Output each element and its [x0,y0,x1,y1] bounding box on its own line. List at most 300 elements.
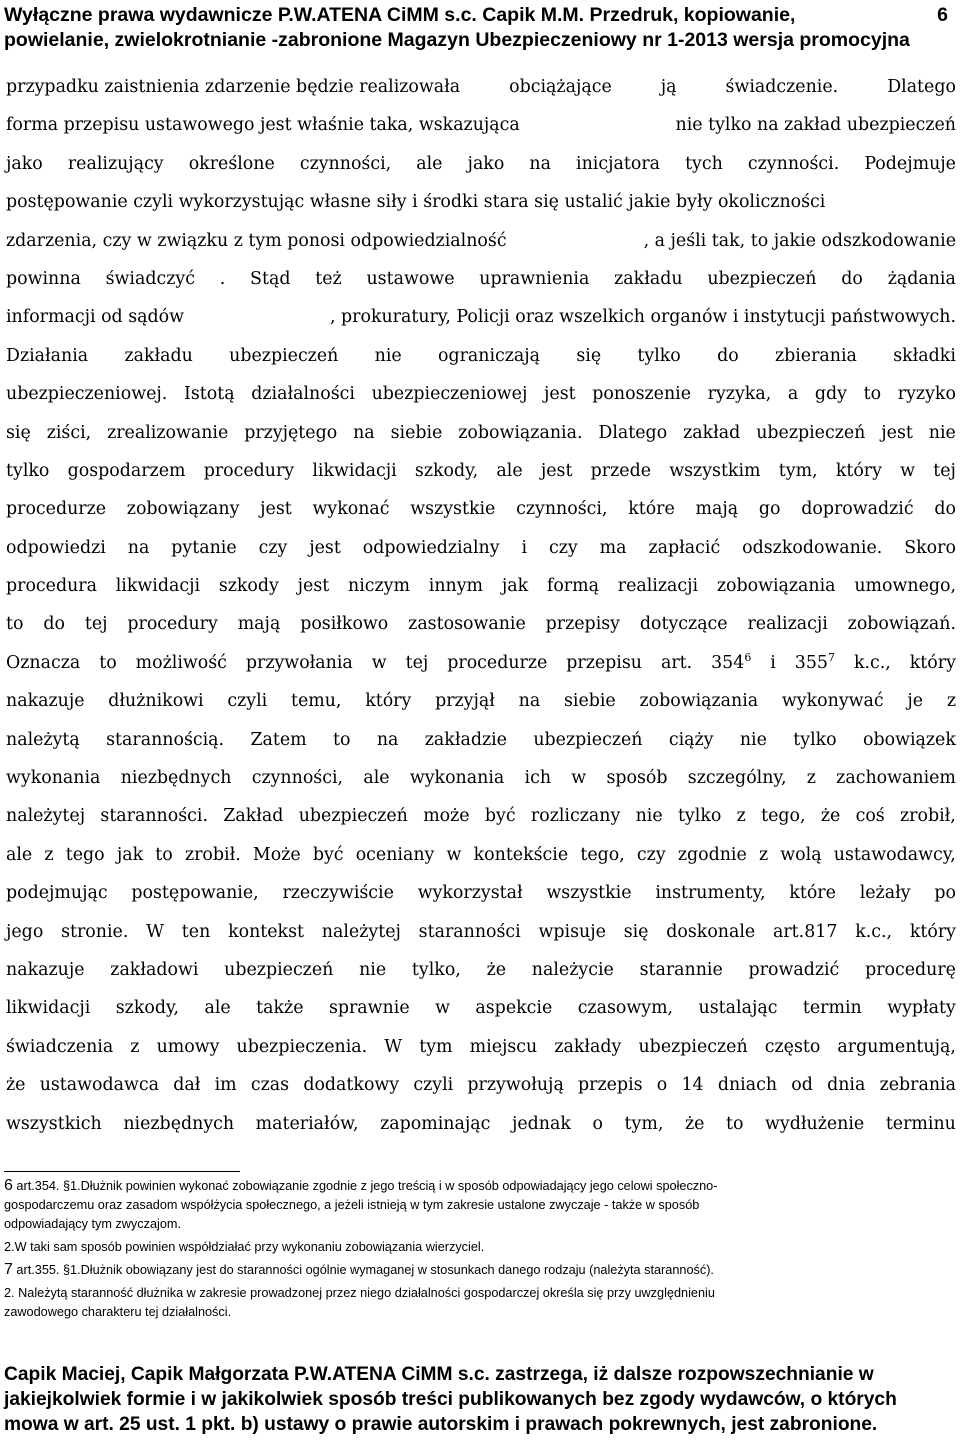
body-word: z [758,844,769,865]
body-word: leżały [859,883,911,904]
body-word: prowadzić [748,959,840,980]
body-word: należytą [6,729,80,750]
body-word: ustalając [698,998,778,1019]
body-word: coś [855,806,885,827]
body-word: procedury [203,460,295,481]
body-word: przepisy [545,614,620,635]
body-word: obowiązek [863,729,956,750]
body-word: ten [181,921,211,942]
footnote-7-text-1: art.355. §1.Dłużnik obowiązany jest do staranności ogólnie wymaganej w stosunkach danego rodzaju (należyta staranność). [12,1263,714,1277]
body-word: ale [416,153,443,174]
body-word: jest [260,499,292,520]
body-line [6,490,956,528]
body-word: ciąży [668,729,714,750]
body-word: likwidacji [312,460,397,481]
body-word: na [518,691,541,712]
body-word: w [900,460,916,481]
body-line [6,337,956,375]
body-word: wypłaty [887,998,956,1019]
body-word: to [99,652,117,673]
body-word: przede [590,460,651,481]
body-word: informacji od sądów [6,307,184,328]
body-word: W [384,1036,403,1057]
body-word: mają [695,499,739,520]
body-word: dotyczące [639,614,728,635]
body-word: tylko, [411,959,461,980]
body-word: ustawodawcy, [833,844,956,865]
page-number: 6 [937,4,948,26]
body-word: kontekście [473,844,569,865]
body-word: przywołania [245,652,353,673]
body-word: W [146,921,165,942]
body-word: zrobił, [900,806,956,827]
body-word: czynności, [299,153,392,174]
body-word: że [684,1113,705,1134]
body-line [6,989,956,1027]
body-word: zakłady [554,1036,622,1057]
body-word: szczególny, [687,768,787,789]
body-word: oceniany [355,844,435,865]
body-word: zbierania [774,345,857,366]
body-word: nie [359,959,387,980]
body-word: przyjętego [244,422,338,443]
footnote-7-line-3: zawodowego charakteru tej działalności. [4,1305,232,1319]
body-word: zobowiązania. [458,422,583,443]
body-word: nie [635,806,663,827]
body-word: należytej [6,806,86,827]
body-word: ubezpieczeń [298,806,408,827]
footnote-reference: 7 [827,651,835,665]
body-word: zgodnie [677,844,747,865]
body-word: i [521,537,528,558]
body-word: przyjął [435,691,495,712]
body-word: często [764,1036,821,1057]
body-word: tej [84,614,108,635]
body-word: o [656,1075,668,1096]
body-word: świadczenie. [725,77,839,97]
body-word: innym [428,576,484,597]
body-word: w [371,652,387,673]
body-line [6,567,956,605]
body-word: z [806,768,816,789]
body-word: staranności. [100,806,208,827]
body-word: sposób [606,768,668,789]
body-word: podejmując [6,883,108,904]
body-word: pytanie [171,537,237,558]
body-word: nakazuje [6,691,85,712]
body-word: przywołują [467,1075,564,1096]
body-word: z [946,691,956,712]
body-word: zobowiązań. [847,614,956,635]
body-word: . [219,268,226,289]
body-word: wykonać [312,499,390,520]
body-word: o [592,1113,603,1134]
body-word: tej [933,460,956,481]
body-word: to [333,729,351,750]
body-word: aspekcie [475,998,553,1019]
body-line [6,874,956,912]
footnote-6-line-3: odpowiadający tym zwyczajom. [4,1217,181,1231]
body-word: na [127,537,150,558]
body-line [6,222,956,260]
body-word: ale [6,844,33,865]
body-word: k.c., [855,921,893,942]
footnote-6-line-2: gospodarczemu oraz zasadom współżycia społecznego, a jeżeli istnieją w tym zakresie ustalone zwyczaje - także w sposób [4,1198,700,1212]
body-word: dłużnikowi [108,691,204,712]
body-word: jest [540,460,573,481]
body-word: tym [419,1036,453,1057]
body-line [6,1028,956,1066]
body-word: tylko [677,806,722,827]
body-line [6,951,956,989]
body-word: Podejmuje [864,153,956,174]
body-word: materiałów, [255,1113,359,1134]
body-word: wolą [780,844,822,865]
body-word: należytej [321,921,401,942]
body-line [6,529,956,567]
body-word: to [155,844,173,865]
footnote-7-mark: 7 [4,1261,13,1278]
body-word: Zakład [223,806,284,827]
body-word: nie [739,729,767,750]
body-word: dniach [717,1075,778,1096]
body-line [6,1066,956,1104]
body-line [6,298,956,336]
footnote-7-line-1 [4,1261,954,1279]
body-word: kontekst [228,921,305,942]
body-word: realizacji [747,614,828,635]
body-word: zobowiązania [716,576,836,597]
body-word: na [353,422,375,443]
body-word: ubezpieczeń [229,345,339,366]
body-word: wydłużenie [765,1113,865,1134]
body-word: ubezpieczeń [707,268,817,289]
body-word: zobowiązania [639,691,759,712]
body-word: procedurze [447,652,548,673]
body-word: to [725,1113,744,1134]
body-word: zebrania [879,1075,956,1096]
body-word: z [44,844,54,865]
body-word: wykonania [6,768,101,789]
body-word: ją [660,77,677,97]
footnote-6-mark: 6 [4,1177,13,1194]
body-word: z [736,806,746,827]
body-word: Zatem [250,729,307,750]
body-line [6,913,956,951]
body-word: procedurę [865,959,956,980]
body-word: zakładowi [110,959,199,980]
body-word: inicjatora [576,153,660,174]
body-word: do [43,614,65,635]
body-line [6,414,956,452]
body-word: do [841,268,863,289]
footnote-6-line-4: 2.W taki sam sposób powinien współdziałać przy wykonaniu zobowiązania wierzyciel. [4,1240,485,1254]
footnote-7-line-2: 2. Należytą staranność dłużnika w zakresie prowadzonej przez niego działalności gospodarczej określa się przy uwzględnieniu [4,1286,715,1300]
body-word: szkody, [414,460,479,481]
body-word: w [446,844,462,865]
body-word: gospodarzem [67,460,186,481]
body-word: procedura [6,576,97,597]
body-word: starannie [639,959,723,980]
body-word: że [820,806,841,827]
body-word: go [758,499,781,520]
body-word: ustawowe [366,268,455,289]
body-word: zakładu [614,268,683,289]
body-word: ubezpieczenia. [236,1036,368,1057]
body-word: który [909,921,956,942]
body-word: nie [928,422,956,443]
body-word: Istotą [183,384,235,405]
body-word: czyli [227,691,268,712]
body-word: się [6,422,31,443]
body-word: realizacji [617,576,699,597]
body-word: ustawodawca [39,1075,160,1096]
body-word: na [529,153,551,174]
body-word: procedurze [6,499,107,520]
body-word: starannością. [106,729,225,750]
body-word: tym, [624,1113,664,1134]
body-word: umownego, [854,576,956,597]
body-word: jak [116,844,144,865]
body-word: , a jeśli tak, to jakie odszkodowanie [643,230,956,251]
body-word: czy [549,537,578,558]
body-word: do [934,499,956,520]
body-word: od [791,1075,813,1096]
body-word: terminu [885,1113,956,1134]
body-word: w [571,768,587,789]
body-word: tylko [6,460,50,481]
body-word: stronie. [61,921,129,942]
body-word: czynności, [516,499,608,520]
body-word: siebie [390,422,443,443]
body-text [6,68,956,1143]
body-word: a [787,384,799,405]
body-word: termin [802,998,862,1019]
body-word: nie [374,345,402,366]
body-word: zdarzenia, czy w związku z tym ponosi odpowiedzialność [6,230,507,251]
body-line [6,1105,956,1143]
body-word: siebie [563,691,616,712]
body-word: i [770,652,776,673]
body-word: zachowaniem [836,768,956,789]
body-word: czy [636,844,666,865]
body-word: miejscu [469,1036,538,1057]
body-word: ma [599,537,627,558]
body-word: czasowym, [577,998,674,1019]
header-copyright-line-1: Wyłączne prawa wydawnicze P.W.ATENA CiMM s.c. Capik M.M. Przedruk, kopiowanie, [4,4,796,26]
body-word: wszystkim [669,460,761,481]
body-word: zastosowanie [408,614,526,635]
body-word: ubezpieczeń [224,959,334,980]
body-word: odszkodowanie. [742,537,883,558]
body-word: rzeczywiście [282,883,394,904]
body-word: likwidacji [6,998,91,1019]
body-word: jako [6,153,43,174]
body-word: odpowiedzi [6,537,106,558]
body-word: wpisuje [538,921,606,942]
body-word: się [576,345,602,366]
body-word: wszystkie [410,499,496,520]
footer-notice-line-3: mowa w art. 25 ust. 1 pkt. b) ustawy o prawie autorskim i prawach pokrewnych, jest zabronione. [4,1414,878,1435]
body-word: jako [467,153,505,174]
body-word: które [628,499,675,520]
body-word: wszystkie [546,883,632,904]
body-word: tego, [580,844,625,865]
body-word: szkody [218,576,279,597]
body-word: możliwość [135,652,227,673]
body-word: jak [501,576,529,597]
body-word: zrobił. [184,844,241,865]
body-word: tej [405,652,429,673]
body-line [6,375,956,413]
body-word: czyli [413,1075,454,1096]
body-word: zakładzie [424,729,507,750]
body-word: po [934,883,956,904]
body-word: obciążające [509,77,612,97]
body-word: postępowanie, [131,883,259,904]
body-word: Działania [6,345,89,366]
body-word: zapominając [380,1113,491,1134]
body-word: czy [258,537,288,558]
body-word: ich [524,768,552,789]
body-word: z [130,1036,140,1057]
body-word: sprawnie [328,998,410,1019]
body-line [6,183,956,221]
body-word: do [717,345,739,366]
body-word: to [863,384,882,405]
footer-notice-line-2: jakiejkolwiek formie i w jakikolwiek sposób treści publikowanych bez zgody wydawców, o których [4,1389,897,1410]
body-word: instrumenty, [655,883,766,904]
body-word: ubezpieczeniowej. [6,384,168,405]
body-word: ryzyka, [707,384,772,405]
body-word: formą [546,576,599,597]
body-word: określone [188,153,275,174]
body-word: przypadku zaistnienia zdarzenie będzie realizowała [6,77,461,97]
body-line [6,260,956,298]
body-word: zobowiązany [126,499,240,520]
footnote-separator [4,1171,240,1172]
body-word: jest [544,384,576,405]
body-word: świadczenia [6,1036,114,1057]
body-word: który [835,460,882,481]
body-word: tylko [793,729,837,750]
body-word: staranności [418,921,521,942]
body-word: przepisu [566,652,642,673]
body-word: być [312,844,344,865]
body-word: forma przepisu ustawowego jest właśnie taka, wskazująca [6,115,520,136]
header-copyright-line-2: powielanie, zwielokrotnianie -zabronione Magazyn Ubezpieczeniowy nr 1-2013 wersja promocyjna [4,29,910,51]
body-word: tych [685,153,723,174]
body-line [6,644,956,682]
body-line [6,452,956,490]
body-word: że [486,959,507,980]
body-word: czynności. [747,153,840,174]
body-word: , prokuratury, Policji oraz wszelkich organów i instytucji państwowych. [329,307,956,328]
body-word: to [6,614,24,635]
body-word: w [435,998,450,1019]
body-word: jest [297,576,330,597]
body-word: wykonywać [781,691,884,712]
body-line [6,682,956,720]
body-word: może [423,806,470,827]
body-word: który [365,691,412,712]
body-word: zrealizowanie [107,422,229,443]
body-word: likwidacji [115,576,201,597]
body-word: zapłacić [648,537,721,558]
body-word: ubezpieczeń [533,729,643,750]
body-word: zakładu [124,345,193,366]
body-word: Stąd [250,268,291,289]
body-word: ponoszenie [592,384,692,405]
body-word: odpowiedzialny [362,537,500,558]
body-word: wszystkich [6,1113,102,1134]
body-word: doprowadzić [801,499,914,520]
body-word: ubezpieczeń [756,422,866,443]
body-word: niezbędnych [123,1113,235,1134]
body-word: czas [250,1075,290,1096]
body-word: należycie [531,959,614,980]
body-word: uprawnienia [479,268,590,289]
body-word: k.c., [853,652,891,673]
body-word: Skoro [904,537,956,558]
body-word: rozliczany [530,806,621,827]
footer-notice-line-1: Capik Maciej, Capik Małgorzata P.W.ATENA CiMM s.c. zastrzega, iż dalsze rozpowszechnianie w [4,1364,874,1385]
body-word: świadczyć [105,268,195,289]
body-word: realizujący [67,153,164,174]
body-word: jednak [511,1113,571,1134]
body-word: na [376,729,399,750]
body-line [6,797,956,835]
body-word: które [789,883,836,904]
body-line [6,759,956,797]
body-line [6,106,956,144]
footnote-6-line-1 [4,1177,954,1195]
body-word: jest [309,537,341,558]
body-word: Dlatego [598,422,668,443]
body-word: ograniczają [437,345,541,366]
body-word: niczym [348,576,410,597]
footnote-reference: 6 [744,651,752,665]
body-word: Oznacza [6,652,81,673]
body-word: działalności [251,384,355,405]
body-word: jest [881,422,913,443]
body-word: temu, [290,691,342,712]
body-word: je [907,691,924,712]
body-word: nakazuje [6,959,85,980]
body-word: także [256,998,304,1019]
body-word: tego [65,844,105,865]
body-word: im [214,1075,237,1096]
body-word: art.817 [773,921,838,942]
body-word: Może [252,844,301,865]
body-word: Dlatego [887,77,956,97]
body-word: szkody, [115,998,180,1019]
body-word: argumentują, [837,1036,956,1057]
body-word: żądania [887,268,956,289]
body-word: ubezpieczeniowej [371,384,528,405]
body-line [6,145,956,183]
body-word: doskonale [666,921,756,942]
body-word: dał [173,1075,201,1096]
body-word: który [909,652,956,673]
body-line [6,836,956,874]
body-word: wykonania [409,768,505,789]
footnote-6-text-1: art.354. §1.Dłużnik powinien wykonać zobowiązanie zgodnie z jego treścią i w sposób odpowiadający jego celowi społeczno- [12,1179,718,1193]
body-line [6,721,956,759]
body-word: gdy [814,384,848,405]
body-word: procedury [127,614,218,635]
body-word: się [623,921,649,942]
